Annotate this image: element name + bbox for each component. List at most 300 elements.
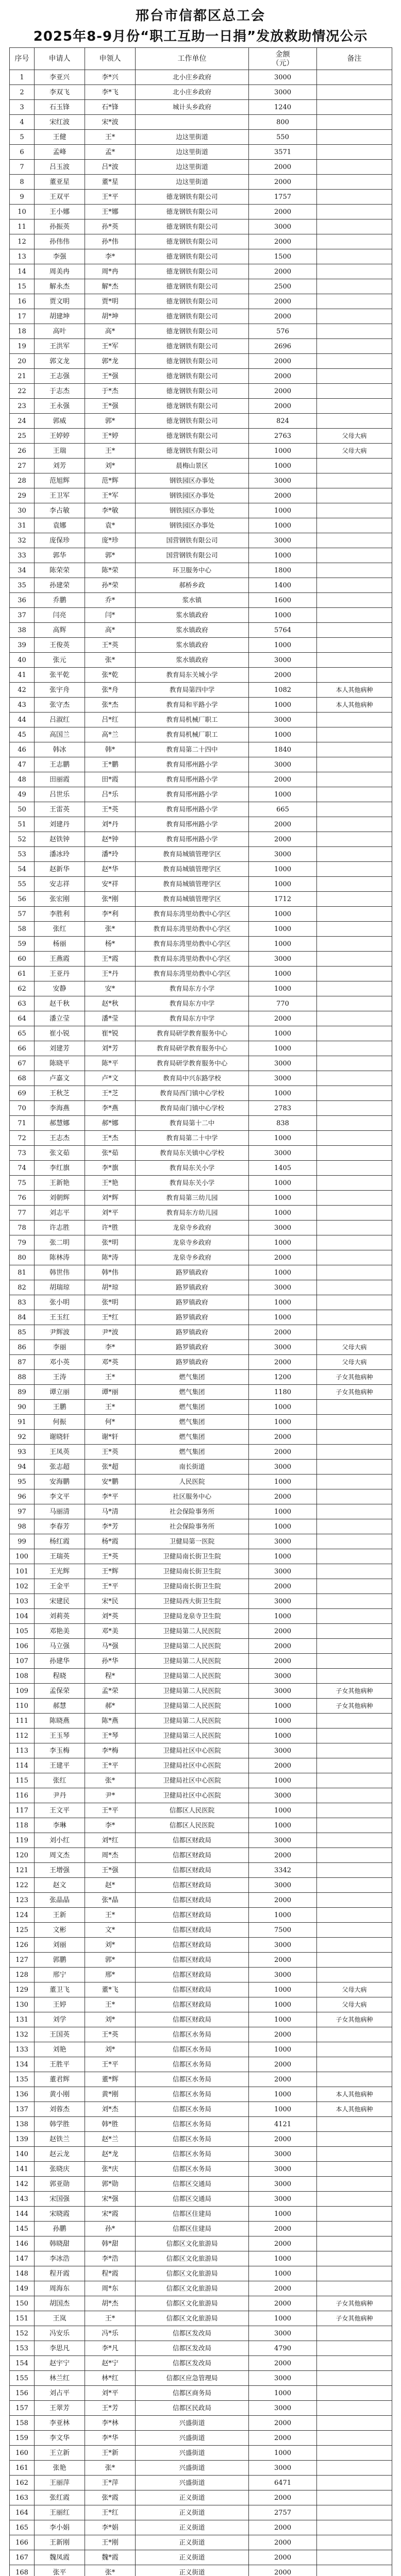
table-row xyxy=(10,2281,392,2296)
table-row xyxy=(10,234,392,249)
cell-note xyxy=(317,2027,392,2042)
cell-recipient: 李* xyxy=(85,1340,136,1355)
cell-unit: 教育局东湾里幼教中心学区 xyxy=(136,952,249,967)
cell-amount: 1000 xyxy=(249,608,317,623)
table-row xyxy=(10,1938,392,1953)
cell-note: 本人其他病种 xyxy=(317,683,392,698)
cell-unit: 信都区文化旅游局 xyxy=(136,2236,249,2251)
cell-applicant: 郭文龙 xyxy=(35,354,85,369)
cell-unit: 路罗镇政府 xyxy=(136,1280,249,1295)
table-row xyxy=(10,1968,392,1982)
cell-amount: 2000 xyxy=(249,2057,317,2072)
cell-note xyxy=(317,399,392,414)
table-row xyxy=(10,294,392,309)
cell-seq: 33 xyxy=(10,548,35,563)
cell-unit: 正义街道 xyxy=(136,2490,249,2505)
cell-amount: 1000 xyxy=(249,1773,317,1788)
cell-amount: 1712 xyxy=(249,892,317,907)
cell-amount: 1000 xyxy=(249,1714,317,1728)
cell-seq: 123 xyxy=(10,1893,35,1908)
cell-note: 子女其他病种 xyxy=(317,2012,392,2027)
table-row xyxy=(10,907,392,922)
cell-recipient: 张*明 xyxy=(85,1235,136,1250)
cell-applicant: 王志鹏 xyxy=(35,757,85,772)
cell-seq: 26 xyxy=(10,444,35,459)
cell-seq: 145 xyxy=(10,2222,35,2236)
cell-unit: 信都区水务局 xyxy=(136,2132,249,2147)
cell-note xyxy=(317,1235,392,1250)
cell-unit: 信都区文化旅游局 xyxy=(136,2296,249,2311)
cell-note xyxy=(317,2520,392,2535)
cell-unit: 德龙钢铁有限公司 xyxy=(136,294,249,309)
cell-seq: 24 xyxy=(10,414,35,429)
cell-seq: 71 xyxy=(10,1116,35,1131)
cell-unit: 燃气集团 xyxy=(136,1385,249,1400)
cell-recipient: 刘* xyxy=(85,1938,136,1953)
table-row xyxy=(10,100,392,115)
cell-applicant: 王新刚 xyxy=(35,2535,85,2550)
cell-recipient: 胡*琼 xyxy=(85,1280,136,1295)
cell-recipient: 尹*波 xyxy=(85,1325,136,1340)
table-row xyxy=(10,2446,392,2461)
cell-note xyxy=(317,623,392,638)
cell-applicant: 周文杰 xyxy=(35,1848,85,1863)
cell-amount: 1000 xyxy=(249,2102,317,2117)
table-row xyxy=(10,2266,392,2281)
cell-note xyxy=(317,1743,392,1758)
cell-applicant: 潘立莹 xyxy=(35,1011,85,1026)
cell-amount: 3000 xyxy=(249,1684,317,1699)
cell-unit: 燃气集团 xyxy=(136,1370,249,1385)
table-row xyxy=(10,772,392,787)
table-row xyxy=(10,2296,392,2311)
cell-applicant: 高国兰 xyxy=(35,727,85,742)
cell-note xyxy=(317,2371,392,2386)
cell-note xyxy=(317,1609,392,1624)
cell-recipient: 王*平 xyxy=(85,1803,136,1818)
cell-unit: 信都区水务局 xyxy=(136,2087,249,2102)
cell-unit: 郝桥乡政 xyxy=(136,578,249,593)
cell-seq: 10 xyxy=(10,205,35,219)
cell-note xyxy=(317,2461,392,2476)
cell-note xyxy=(317,1504,392,1519)
cell-amount: 3000 xyxy=(249,1340,317,1355)
table-row xyxy=(10,668,392,683)
cell-applicant: 郝慧 xyxy=(35,1699,85,1714)
cell-applicant: 吕玉波 xyxy=(35,160,85,175)
cell-seq: 87 xyxy=(10,1355,35,1370)
cell-unit: 兴盛街道 xyxy=(136,2416,249,2431)
cell-seq: 113 xyxy=(10,1743,35,1758)
cell-note xyxy=(317,130,392,145)
cell-applicant: 卢嘉文 xyxy=(35,1071,85,1086)
cell-recipient: 王*英 xyxy=(85,2027,136,2042)
cell-amount: 7500 xyxy=(249,1923,317,1938)
cell-recipient: 王*平 xyxy=(85,2057,136,2072)
cell-note xyxy=(317,1221,392,1235)
cell-recipient: 张*刚 xyxy=(85,892,136,907)
cell-unit: 卫健局第二人民医院 xyxy=(136,1669,249,1684)
cell-amount: 770 xyxy=(249,996,317,1011)
cell-unit: 卫健局社区中心医院 xyxy=(136,1743,249,1758)
cell-note xyxy=(317,1206,392,1221)
cell-applicant: 高叶 xyxy=(35,324,85,339)
cell-seq: 56 xyxy=(10,892,35,907)
cell-seq: 38 xyxy=(10,623,35,638)
cell-seq: 43 xyxy=(10,698,35,713)
cell-seq: 66 xyxy=(10,1041,35,1056)
cell-recipient: 邓*美 xyxy=(85,1624,136,1639)
cell-recipient: 郭* xyxy=(85,414,136,429)
cell-seq: 18 xyxy=(10,324,35,339)
cell-unit: 教育局第四中学 xyxy=(136,683,249,698)
cell-amount: 2000 xyxy=(249,2490,317,2505)
cell-seq: 155 xyxy=(10,2371,35,2386)
cell-recipient: 韩*胜 xyxy=(85,2117,136,2132)
cell-recipient: 王*强 xyxy=(85,369,136,384)
cell-seq: 164 xyxy=(10,2505,35,2520)
table-row xyxy=(10,488,392,503)
cell-unit: 教育局西门镇中心学校 xyxy=(136,1086,249,1101)
cell-recipient: 张* xyxy=(85,1773,136,1788)
table-row xyxy=(10,2162,392,2177)
cell-applicant: 冯安乐 xyxy=(35,2326,85,2341)
cell-recipient: 郭*勋 xyxy=(85,2177,136,2192)
cell-unit: 北小庄乡政府 xyxy=(136,70,249,85)
cell-seq: 48 xyxy=(10,772,35,787)
cell-seq: 166 xyxy=(10,2535,35,2550)
table-row xyxy=(10,2520,392,2535)
cell-amount: 1000 xyxy=(249,1026,317,1041)
table-row xyxy=(10,2072,392,2087)
table-row xyxy=(10,1594,392,1609)
cell-seq: 168 xyxy=(10,2565,35,2576)
table-row xyxy=(10,2505,392,2520)
cell-applicant: 张红霞 xyxy=(35,2490,85,2505)
cell-note xyxy=(317,2490,392,2505)
header-amount-line1: 金额 xyxy=(275,50,290,59)
cell-applicant: 刘蓉杰 xyxy=(35,2102,85,2117)
header-recipient: 申领人 xyxy=(85,48,136,70)
cell-unit: 德龙钢铁有限公司 xyxy=(136,309,249,324)
table-row xyxy=(10,1669,392,1684)
cell-seq: 72 xyxy=(10,1131,35,1146)
cell-unit: 兴盛街道 xyxy=(136,2431,249,2446)
cell-note: 本人其他病种 xyxy=(317,698,392,713)
table-row xyxy=(10,1265,392,1280)
cell-amount: 1600 xyxy=(249,593,317,608)
table-row xyxy=(10,1997,392,2012)
table-row xyxy=(10,713,392,727)
cell-unit: 龙泉寺乡政府 xyxy=(136,1221,249,1235)
cell-applicant: 张小明 xyxy=(35,1295,85,1310)
cell-seq: 137 xyxy=(10,2102,35,2117)
cell-recipient: 王* xyxy=(85,444,136,459)
cell-applicant: 郭亚勋 xyxy=(35,2177,85,2192)
cell-applicant: 张宏刚 xyxy=(35,892,85,907)
cell-unit: 卫健局第三人民医院 xyxy=(136,1728,249,1743)
cell-applicant: 王文平 xyxy=(35,1803,85,1818)
cell-amount: 2000 xyxy=(249,399,317,414)
cell-unit: 信都区水务局 xyxy=(136,2042,249,2057)
cell-unit: 德龙钢铁有限公司 xyxy=(136,219,249,234)
table-row xyxy=(10,548,392,563)
cell-amount: 3000 xyxy=(249,713,317,727)
table-row xyxy=(10,1011,392,1026)
cell-amount: 3000 xyxy=(249,1280,317,1295)
table-row xyxy=(10,1295,392,1310)
table-row xyxy=(10,1982,392,1997)
table-row xyxy=(10,608,392,623)
cell-recipient: 陈*涛 xyxy=(85,1250,136,1265)
cell-seq: 93 xyxy=(10,1445,35,1460)
cell-recipient: 文* xyxy=(85,1923,136,1938)
cell-note xyxy=(317,952,392,967)
cell-applicant: 赵千秋 xyxy=(35,996,85,1011)
table-row xyxy=(10,653,392,668)
cell-seq: 34 xyxy=(10,563,35,578)
table-row xyxy=(10,533,392,548)
table-row xyxy=(10,1609,392,1624)
cell-seq: 27 xyxy=(10,459,35,473)
table-row xyxy=(10,1489,392,1504)
cell-unit: 正义街道 xyxy=(136,2550,249,2565)
cell-amount: 1000 xyxy=(249,1609,317,1624)
cell-unit: 信都区住建局 xyxy=(136,2207,249,2222)
table-row xyxy=(10,2117,392,2132)
cell-amount: 3000 xyxy=(249,847,317,862)
cell-seq: 37 xyxy=(10,608,35,623)
cell-applicant: 王健 xyxy=(35,130,85,145)
cell-recipient: 杨*霞 xyxy=(85,1534,136,1549)
cell-note xyxy=(317,967,392,981)
cell-note xyxy=(317,1400,392,1415)
cell-amount: 1000 xyxy=(249,1265,317,1280)
table-row xyxy=(10,727,392,742)
cell-unit: 正义街道 xyxy=(136,2505,249,2520)
cell-amount: 2000 xyxy=(249,2416,317,2431)
cell-recipient: 王*军 xyxy=(85,488,136,503)
cell-recipient: 崔*锐 xyxy=(85,1026,136,1041)
cell-applicant: 王婷 xyxy=(35,1997,85,2012)
cell-amount: 1405 xyxy=(249,1161,317,1176)
cell-applicant: 王志杰 xyxy=(35,1131,85,1146)
table-row xyxy=(10,1803,392,1818)
cell-seq: 133 xyxy=(10,2042,35,2057)
cell-note xyxy=(317,459,392,473)
cell-recipient: 许*胜 xyxy=(85,1221,136,1235)
cell-seq: 42 xyxy=(10,683,35,698)
cell-amount: 2000 xyxy=(249,832,317,847)
cell-note xyxy=(317,369,392,384)
cell-seq: 111 xyxy=(10,1714,35,1728)
cell-amount: 3000 xyxy=(249,1938,317,1953)
cell-seq: 30 xyxy=(10,503,35,518)
cell-recipient: 王*杰 xyxy=(85,1131,136,1146)
cell-amount: 1200 xyxy=(249,1370,317,1385)
cell-seq: 104 xyxy=(10,1609,35,1624)
cell-unit: 卫健局第二人民医院 xyxy=(136,1624,249,1639)
cell-seq: 23 xyxy=(10,399,35,414)
cell-amount: 3000 xyxy=(249,653,317,668)
cell-applicant: 李思凡 xyxy=(35,2341,85,2356)
cell-amount: 1000 xyxy=(249,1549,317,1564)
cell-applicant: 安海鹏 xyxy=(35,1475,85,1489)
table-row xyxy=(10,1863,392,1878)
cell-amount: 1000 xyxy=(249,1818,317,1833)
cell-unit: 边这里街道 xyxy=(136,130,249,145)
cell-note xyxy=(317,1161,392,1176)
cell-applicant: 王俊英 xyxy=(35,638,85,653)
cell-note xyxy=(317,384,392,399)
cell-note xyxy=(317,1968,392,1982)
cell-amount: 3000 xyxy=(249,1534,317,1549)
cell-seq: 89 xyxy=(10,1385,35,1400)
cell-recipient: 魏*霞 xyxy=(85,2550,136,2565)
table-row xyxy=(10,2535,392,2550)
table-row xyxy=(10,1923,392,1938)
cell-seq: 128 xyxy=(10,1968,35,1982)
cell-applicant: 王建平 xyxy=(35,1758,85,1773)
cell-unit: 德龙钢铁有限公司 xyxy=(136,249,249,264)
cell-recipient: 孙*英 xyxy=(85,219,136,234)
cell-seq: 49 xyxy=(10,787,35,802)
table-row xyxy=(10,70,392,85)
table-row xyxy=(10,1758,392,1773)
cell-applicant: 刘丽 xyxy=(35,1938,85,1953)
cell-amount: 3000 xyxy=(249,1968,317,1982)
cell-note xyxy=(317,1086,392,1101)
table-row xyxy=(10,1953,392,1968)
cell-note xyxy=(317,1863,392,1878)
cell-unit: 教育局东关镇中心学校 xyxy=(136,1146,249,1161)
cell-unit: 教育局城镇管理学区 xyxy=(136,892,249,907)
cell-applicant: 郭华 xyxy=(35,548,85,563)
cell-note: 本人其他病种 xyxy=(317,2102,392,2117)
table-row xyxy=(10,1026,392,1041)
table-row xyxy=(10,952,392,967)
cell-amount: 1000 xyxy=(249,2207,317,2222)
cell-amount: 3000 xyxy=(249,2371,317,2386)
cell-applicant: 李占敏 xyxy=(35,503,85,518)
cell-note: 父母大病 xyxy=(317,1340,392,1355)
cell-amount: 3000 xyxy=(249,2177,317,2192)
cell-recipient: 孟* xyxy=(85,145,136,160)
cell-recipient: 孙* xyxy=(85,2222,136,2236)
table-row xyxy=(10,2012,392,2027)
cell-recipient: 袁* xyxy=(85,518,136,533)
cell-amount: 1000 xyxy=(249,518,317,533)
cell-recipient: 刘*杰 xyxy=(85,2102,136,2117)
cell-amount: 2696 xyxy=(249,339,317,354)
cell-amount: 1000 xyxy=(249,1206,317,1221)
cell-recipient: 于*杰 xyxy=(85,384,136,399)
cell-note: 子女其他病种 xyxy=(317,1684,392,1699)
cell-amount: 3000 xyxy=(249,1594,317,1609)
cell-unit: 教育局东关小学 xyxy=(136,1161,249,1176)
cell-seq: 82 xyxy=(10,1280,35,1295)
cell-recipient: 张*霞 xyxy=(85,2490,136,2505)
table-row xyxy=(10,698,392,713)
cell-recipient: 李*华 xyxy=(85,2431,136,2446)
cell-note xyxy=(317,354,392,369)
cell-unit: 卫健局西大街卫生院 xyxy=(136,1594,249,1609)
cell-recipient: 李*娟 xyxy=(85,2520,136,2535)
cell-note xyxy=(317,2222,392,2236)
cell-seq: 158 xyxy=(10,2416,35,2431)
cell-note xyxy=(317,1893,392,1908)
cell-applicant: 刘小红 xyxy=(35,1833,85,1848)
cell-seq: 100 xyxy=(10,1549,35,1564)
cell-unit: 卫健局社区中心医院 xyxy=(136,1773,249,1788)
cell-note xyxy=(317,1579,392,1594)
cell-recipient: 孙*伟 xyxy=(85,234,136,249)
cell-applicant: 张元 xyxy=(35,653,85,668)
cell-seq: 92 xyxy=(10,1430,35,1445)
table-row xyxy=(10,1146,392,1161)
cell-amount: 3571 xyxy=(249,145,317,160)
cell-recipient: 赵*钟 xyxy=(85,832,136,847)
cell-applicant: 李强 xyxy=(35,249,85,264)
cell-amount: 2000 xyxy=(249,1355,317,1370)
cell-recipient: 王*芝 xyxy=(85,1086,136,1101)
cell-applicant: 刘芳 xyxy=(35,459,85,473)
cell-seq: 6 xyxy=(10,145,35,160)
cell-note xyxy=(317,1803,392,1818)
cell-note xyxy=(317,563,392,578)
cell-unit: 教育局研学教育服务中心 xyxy=(136,1056,249,1071)
cell-amount: 2000 xyxy=(249,309,317,324)
cell-seq: 81 xyxy=(10,1265,35,1280)
cell-applicant: 宋国强 xyxy=(35,2192,85,2207)
cell-applicant: 魏凤霞 xyxy=(35,2550,85,2565)
cell-applicant: 王永强 xyxy=(35,399,85,414)
cell-unit: 卫健局南长街卫生院 xyxy=(136,1549,249,1564)
cell-recipient: 张* xyxy=(85,2461,136,2476)
cell-recipient: 韩*伟 xyxy=(85,1265,136,1280)
cell-recipient: 王* xyxy=(85,1908,136,1923)
cell-applicant: 王光辉 xyxy=(35,1564,85,1579)
cell-recipient: 刘* xyxy=(85,459,136,473)
cell-note xyxy=(317,175,392,190)
table-row xyxy=(10,877,392,892)
cell-applicant: 闫亮 xyxy=(35,608,85,623)
cell-seq: 9 xyxy=(10,190,35,205)
cell-unit: 路罗镇政府 xyxy=(136,1325,249,1340)
table-row xyxy=(10,1116,392,1131)
cell-unit: 教育局东关城小学 xyxy=(136,668,249,683)
cell-note xyxy=(317,324,392,339)
cell-amount: 2000 xyxy=(249,264,317,279)
cell-amount: 576 xyxy=(249,324,317,339)
cell-note xyxy=(317,1176,392,1191)
cell-applicant: 孙鹏 xyxy=(35,2222,85,2236)
cell-unit: 教育局城镇管理学区 xyxy=(136,877,249,892)
cell-amount: 1000 xyxy=(249,2311,317,2326)
cell-amount: 1000 xyxy=(249,877,317,892)
table-row xyxy=(10,1086,392,1101)
table-row xyxy=(10,369,392,384)
cell-recipient: 董*辉 xyxy=(85,2072,136,2087)
cell-amount: 1000 xyxy=(249,1803,317,1818)
cell-unit: 教育局东方中学 xyxy=(136,996,249,1011)
cell-unit: 路罗镇政府 xyxy=(136,1340,249,1355)
cell-note xyxy=(317,2192,392,2207)
document-subtitle: 2025年8-9月份“职工互助一日捐”发放救助情况公示 xyxy=(33,29,368,44)
cell-recipient: 王*辉 xyxy=(85,1564,136,1579)
cell-note xyxy=(317,548,392,563)
cell-note xyxy=(317,1654,392,1669)
